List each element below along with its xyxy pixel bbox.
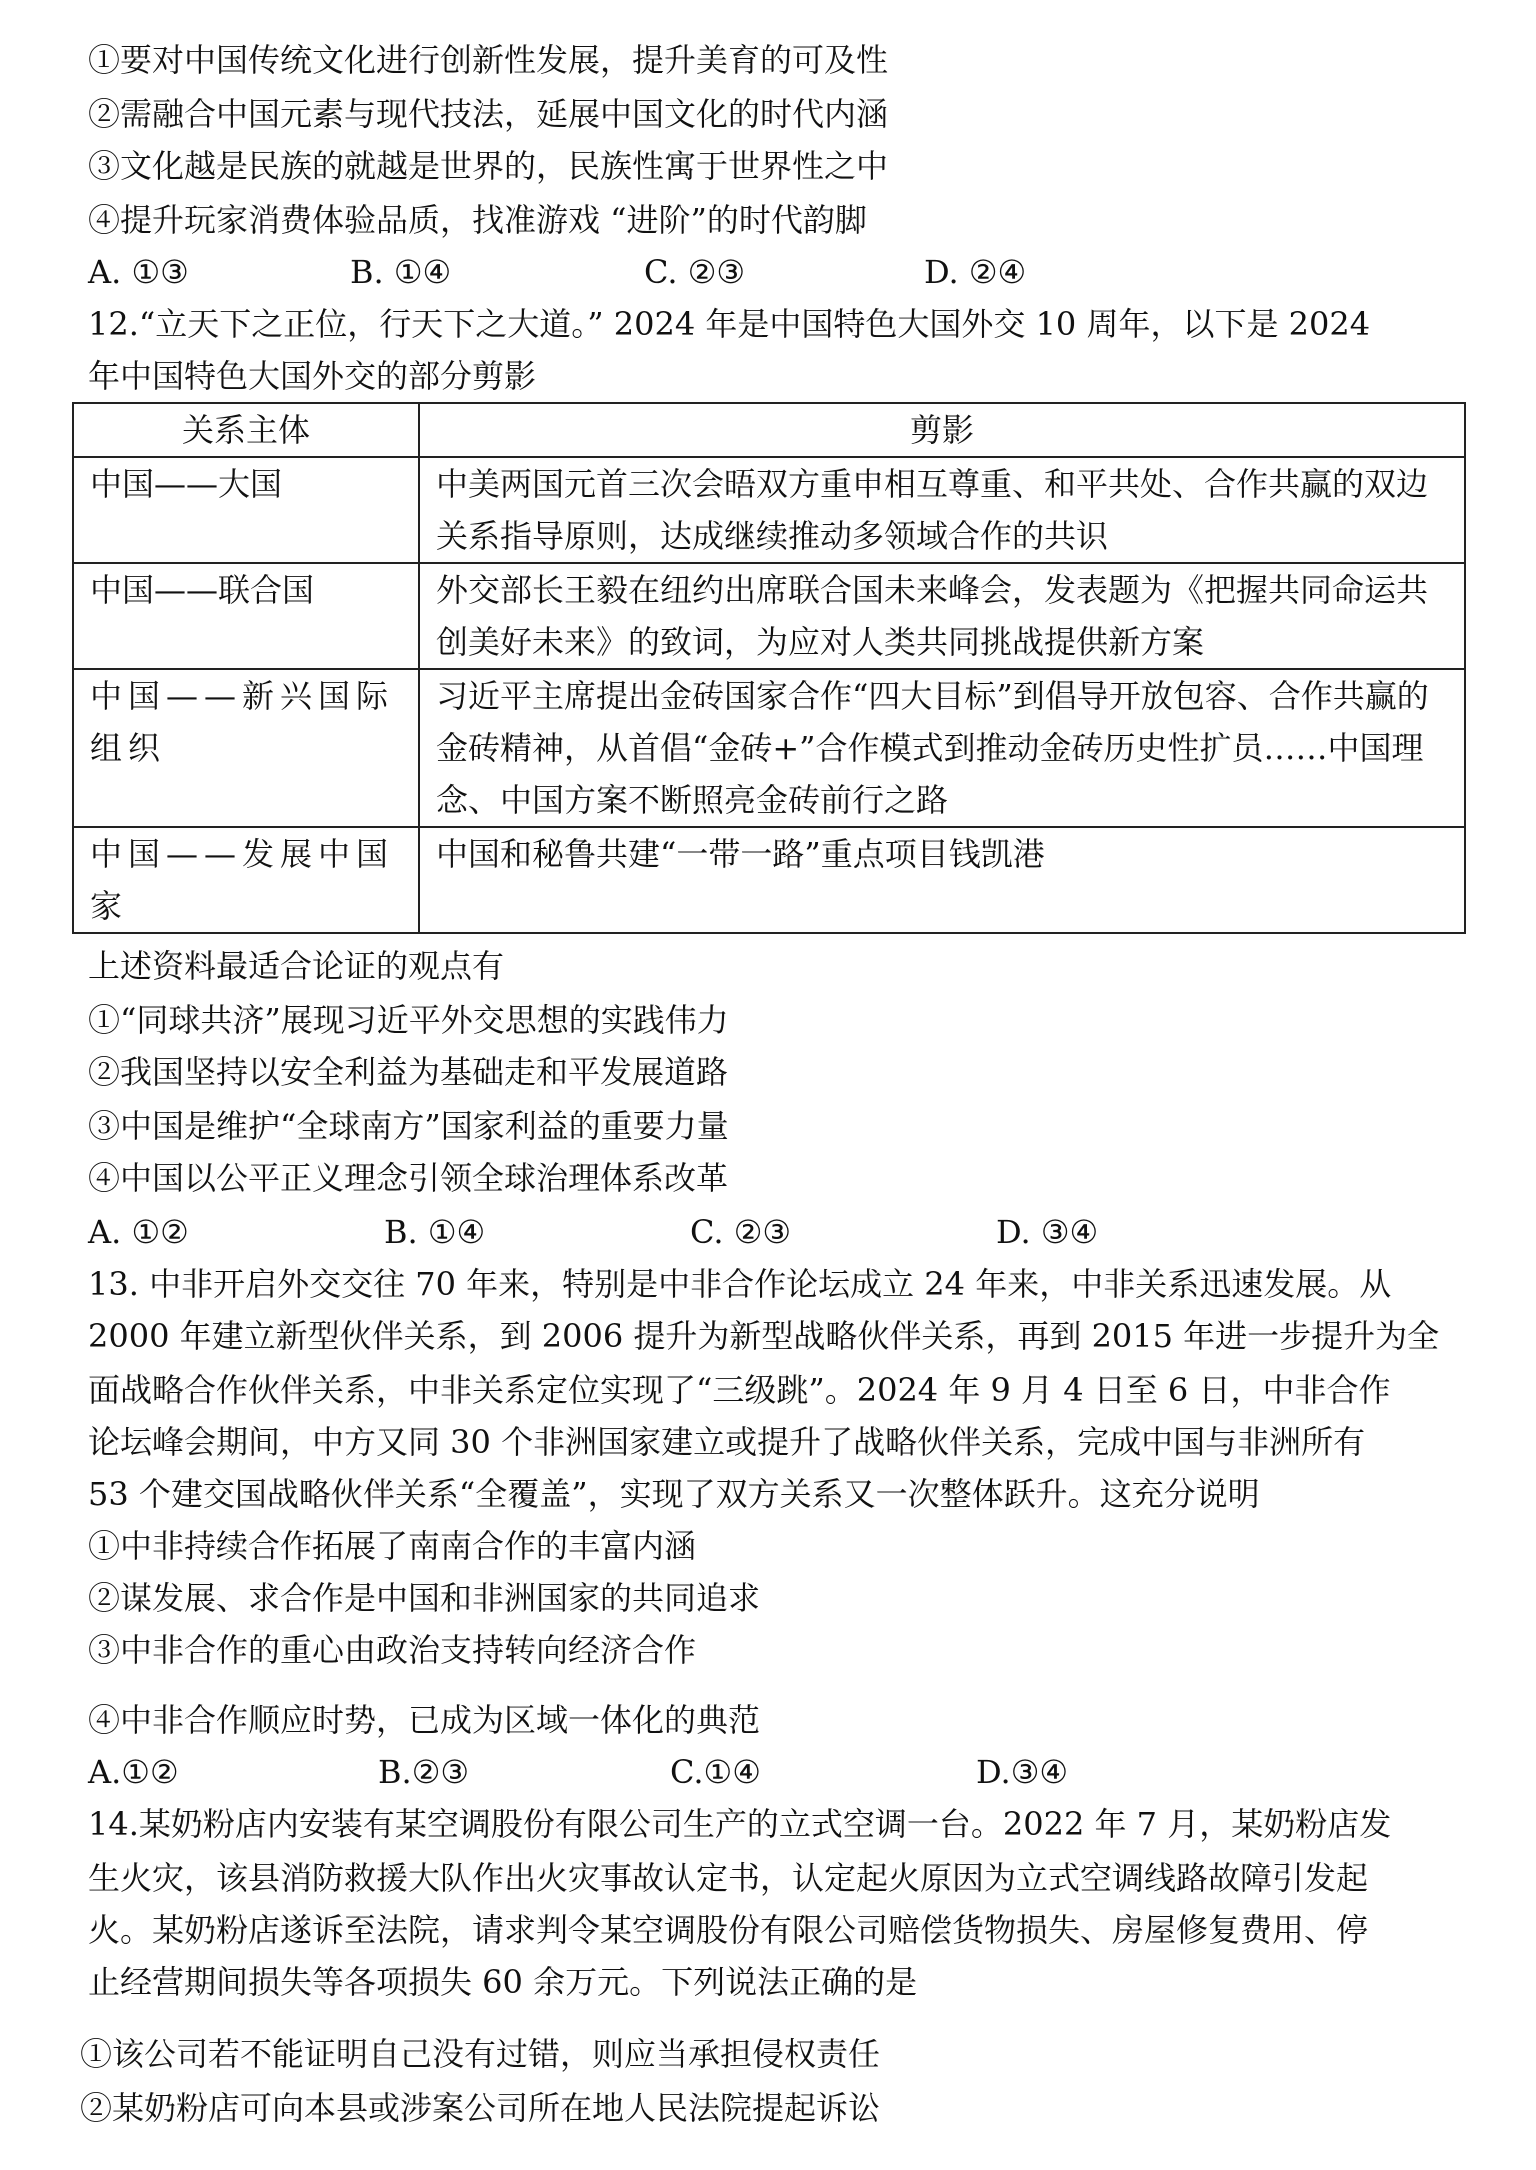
table-header-subject: 关系主体 <box>73 403 419 457</box>
q13-statement-4: ④中非合作顺应时势，已成为区域一体化的典范 <box>88 1701 761 1739</box>
table-cell-content: 中美两国元首三次会晤双方重申相互尊重、和平共处、合作共赢的双边关系指导原则，达成继续推动多领域合作的共识 <box>419 457 1465 563</box>
q11-statement-1: ①要对中国传统文化进行创新性发展，提升美育的可及性 <box>88 41 889 79</box>
q12-option-d[interactable]: D. ③④ <box>996 1213 1099 1251</box>
table-header-content: 剪影 <box>419 403 1465 457</box>
q13-option-c[interactable]: C.①④ <box>670 1753 761 1791</box>
q11-option-d[interactable]: D. ②④ <box>924 253 1027 291</box>
q11-option-b[interactable]: B. ①④ <box>350 253 452 291</box>
q11-option-a[interactable]: A. ①③ <box>88 253 189 291</box>
q14-stem-line3: 火。某奶粉店遂诉至法院，请求判令某空调股份有限公司赔偿货物损失、房屋修复费用、停 <box>88 1911 1369 1949</box>
q12-statement-4: ④中国以公平正义理念引领全球治理体系改革 <box>88 1159 729 1197</box>
q13-stem-line2: 2000 年建立新型伙伴关系，到 2006 提升为新型战略伙伴关系，再到 2015 年进一步提升为全 <box>88 1317 1440 1355</box>
table-row <box>73 457 1465 563</box>
q12-stem-line1: 12.“立天下之正位，行天下之大道。” 2024 年是中国特色大国外交 10 周年，以下是 2024 <box>88 305 1371 343</box>
q13-option-b[interactable]: B.②③ <box>378 1753 470 1791</box>
q13-stem-line4: 论坛峰会期间，中方又同 30 个非洲国家建立或提升了战略伙伴关系，完成中国与非洲所有 <box>88 1423 1366 1461</box>
q12-option-b[interactable]: B. ①④ <box>384 1213 486 1251</box>
q14-statement-1: ①该公司若不能证明自己没有过错，则应当承担侵权责任 <box>80 2035 881 2073</box>
table-cell-content: 外交部长王毅在纽约出席联合国未来峰会，发表题为《把握共同命运共创美好未来》的致词，为应对人类共同挑战提供新方案 <box>419 563 1465 669</box>
table-cell-content: 中国和秘鲁共建“一带一路”重点项目钱凯港 <box>419 827 1465 933</box>
q11-statement-2: ②需融合中国元素与现代技法，延展中国文化的时代内涵 <box>88 95 889 133</box>
table-cell-content: 习近平主席提出金砖国家合作“四大目标”到倡导开放包容、合作共赢的金砖精神，从首倡“金砖+”合作模式到推动金砖历史性扩员……中国理念、中国方案不断照亮金砖前行之路 <box>419 669 1465 827</box>
table-cell-subject: 中国——新兴国际组织 <box>73 669 419 827</box>
q13-statement-1: ①中非持续合作拓展了南南合作的丰富内涵 <box>88 1527 697 1565</box>
table-cell-subject: 中国——联合国 <box>73 563 419 669</box>
q13-option-d[interactable]: D.③④ <box>976 1753 1069 1791</box>
q12-option-a[interactable]: A. ①② <box>88 1213 189 1251</box>
q12-option-c[interactable]: C. ②③ <box>690 1213 792 1251</box>
q13-statement-2: ②谋发展、求合作是中国和非洲国家的共同追求 <box>88 1579 761 1617</box>
table-cell-subject: 中国——发展中国家 <box>73 827 419 933</box>
q13-stem-line5: 53 个建交国战略伙伴关系“全覆盖”，实现了双方关系又一次整体跃升。这充分说明 <box>88 1475 1260 1513</box>
q14-stem-line2: 生火灾，该县消防救援大队作出火灾事故认定书，认定起火原因为立式空调线路故障引发起 <box>88 1859 1369 1897</box>
q11-option-c[interactable]: C. ②③ <box>644 253 746 291</box>
q12-stem-line2: 年中国特色大国外交的部分剪影 <box>88 357 537 395</box>
q12-statement-1: ①“同球共济”展现习近平外交思想的实践伟力 <box>88 1001 729 1039</box>
q13-stem-line3: 面战略合作伙伴关系，中非关系定位实现了“三级跳”。2024 年 9 月 4 日至 6 日，中非合作 <box>88 1371 1391 1409</box>
q11-statement-3: ③文化越是民族的就越是世界的，民族性寓于世界性之中 <box>88 147 889 185</box>
q13-statement-3: ③中非合作的重心由政治支持转向经济合作 <box>88 1631 697 1669</box>
q13-stem-line1: 13. 中非开启外交交往 70 年来，特别是中非合作论坛成立 24 年来，中非关系迅速发展。从 <box>88 1265 1392 1303</box>
q13-option-a[interactable]: A.①② <box>88 1753 179 1791</box>
table-row <box>73 669 1465 827</box>
q14-stem-line1: 14.某奶粉店内安装有某空调股份有限公司生产的立式空调一台。2022 年 7 月，某奶粉店发 <box>88 1805 1392 1843</box>
q14-stem-line4: 止经营期间损失等各项损失 60 余万元。下列说法正确的是 <box>88 1963 918 2001</box>
table-header-row <box>73 403 1465 457</box>
q14-statement-2: ②某奶粉店可向本县或涉案公司所在地人民法院提起诉讼 <box>80 2089 881 2127</box>
table-cell-subject: 中国——大国 <box>73 457 419 563</box>
q11-statement-4: ④提升玩家消费体验品质，找准游戏 “进阶”的时代韵脚 <box>88 201 867 239</box>
q12-statement-2: ②我国坚持以安全利益为基础走和平发展道路 <box>88 1053 729 1091</box>
diplomacy-table <box>72 402 1466 934</box>
table-row <box>73 827 1465 933</box>
q12-question: 上述资料最适合论证的观点有 <box>88 947 505 985</box>
q12-statement-3: ③中国是维护“全球南方”国家利益的重要力量 <box>88 1107 729 1145</box>
table-row <box>73 563 1465 669</box>
